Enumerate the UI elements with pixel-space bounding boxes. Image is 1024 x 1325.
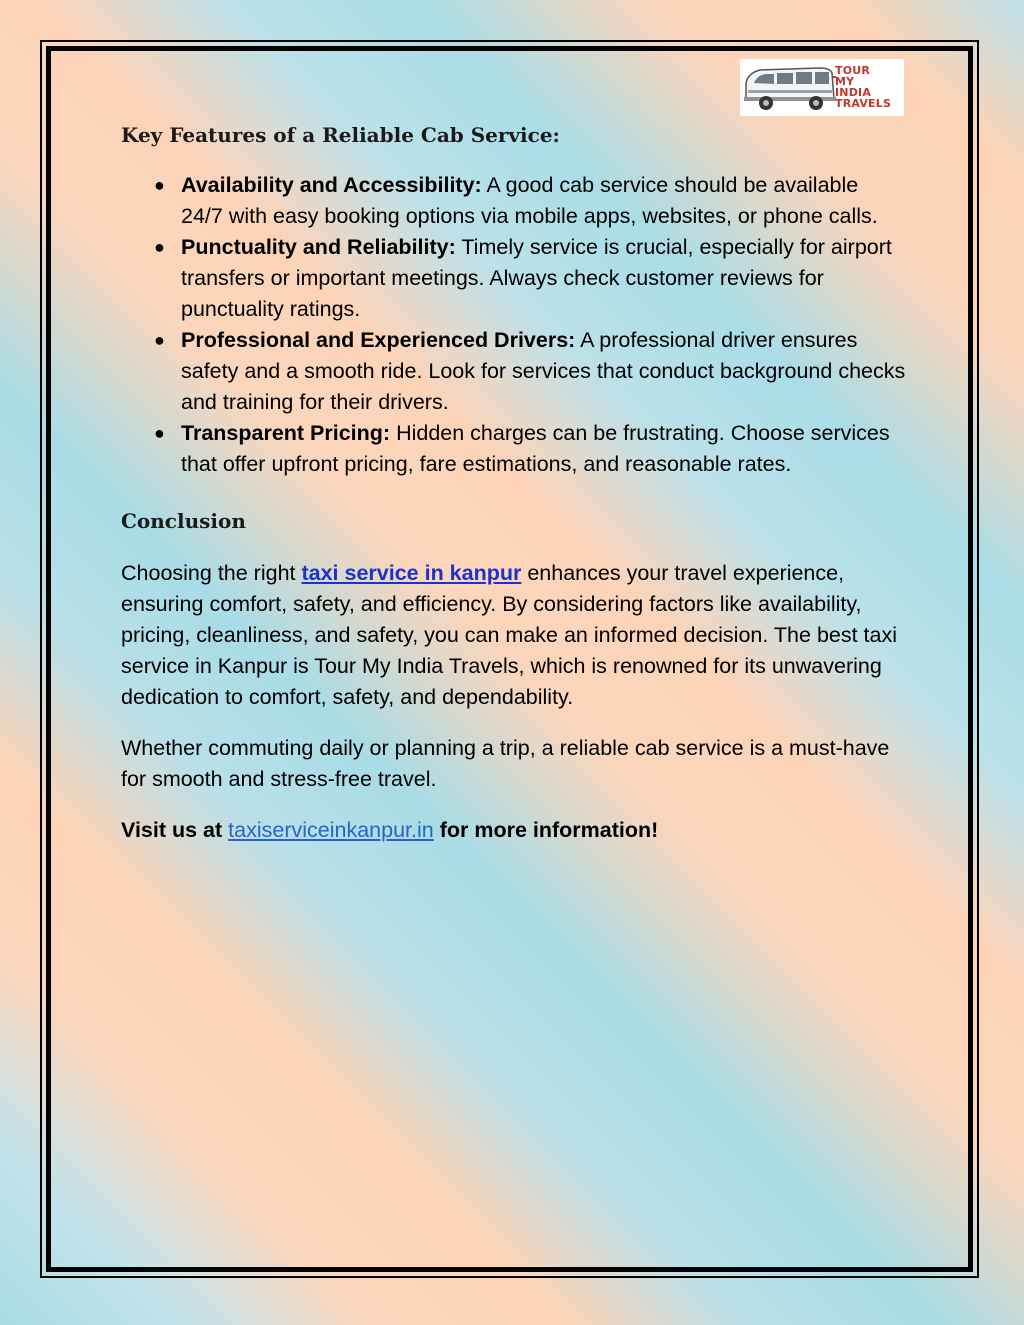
feature-item-punctuality [121, 232, 906, 325]
logo-line-1: TOUR [835, 64, 871, 77]
feature-text: Timely service is crucial, especially for airport transfers or important meetings. Always check customer reviews for punctuality ratings. [181, 235, 892, 321]
visit-text-start: Visit us at [121, 818, 229, 842]
document-body [121, 118, 906, 846]
conclusion-heading: Conclusion [121, 509, 246, 533]
company-logo [740, 59, 904, 116]
feature-title: Professional and Experienced Drivers: [181, 328, 576, 352]
features-list [121, 170, 906, 480]
logo-line-3: INDIA [835, 86, 872, 99]
features-heading: Key Features of a Reliable Cab Service: [121, 123, 560, 147]
visit-text-end: for more information! [433, 818, 659, 842]
bullet-icon: ● [154, 423, 165, 443]
feature-text: Hidden charges can be frustrating. Choose services that offer upfront pricing, fare estimations, and reasonable rates. [181, 421, 890, 476]
feature-title: Availability and Accessibility: [181, 173, 482, 197]
conclusion-text-end: enhances your travel experience, ensuring comfort, safety, and efficiency. By considering factors like availability, pricing, cleanliness, and safety, you can make an informed decision. The best taxi service in Kanpur is Tour My India Travels, which is renowned for its unwavering dedication to comfort, safety, and dependability. [121, 561, 898, 709]
conclusion-paragraph [121, 558, 906, 713]
bullet-icon: ● [154, 175, 165, 195]
logo-wordmark [835, 65, 891, 109]
feature-title: Transparent Pricing: [181, 421, 391, 445]
website-link[interactable]: taxiserviceinkanpur.in [228, 818, 434, 842]
feature-item-availability [121, 170, 906, 232]
visit-paragraph [121, 815, 906, 846]
feature-item-pricing [121, 418, 906, 480]
taxi-service-link[interactable]: taxi service in kanpur [301, 561, 522, 585]
closing-paragraph: Whether commuting daily or planning a trip, a reliable cab service is a must-have for smooth and stress-free travel. [121, 736, 890, 791]
feature-item-drivers [121, 325, 906, 418]
feature-text: A good cab service should be available 24/7 with easy booking options via mobile apps, websites, or phone calls. [181, 173, 878, 228]
bullet-icon: ● [154, 237, 165, 257]
conclusion-text-start: Choosing the right [121, 561, 302, 585]
logo-line-2: MY [835, 75, 855, 88]
logo-line-4: TRAVELS [835, 97, 892, 110]
bullet-icon: ● [154, 330, 165, 350]
feature-text: A professional driver ensures safety and a smooth ride. Look for services that conduct background checks and training for their drivers. [181, 328, 906, 414]
feature-title: Punctuality and Reliability: [181, 235, 456, 259]
